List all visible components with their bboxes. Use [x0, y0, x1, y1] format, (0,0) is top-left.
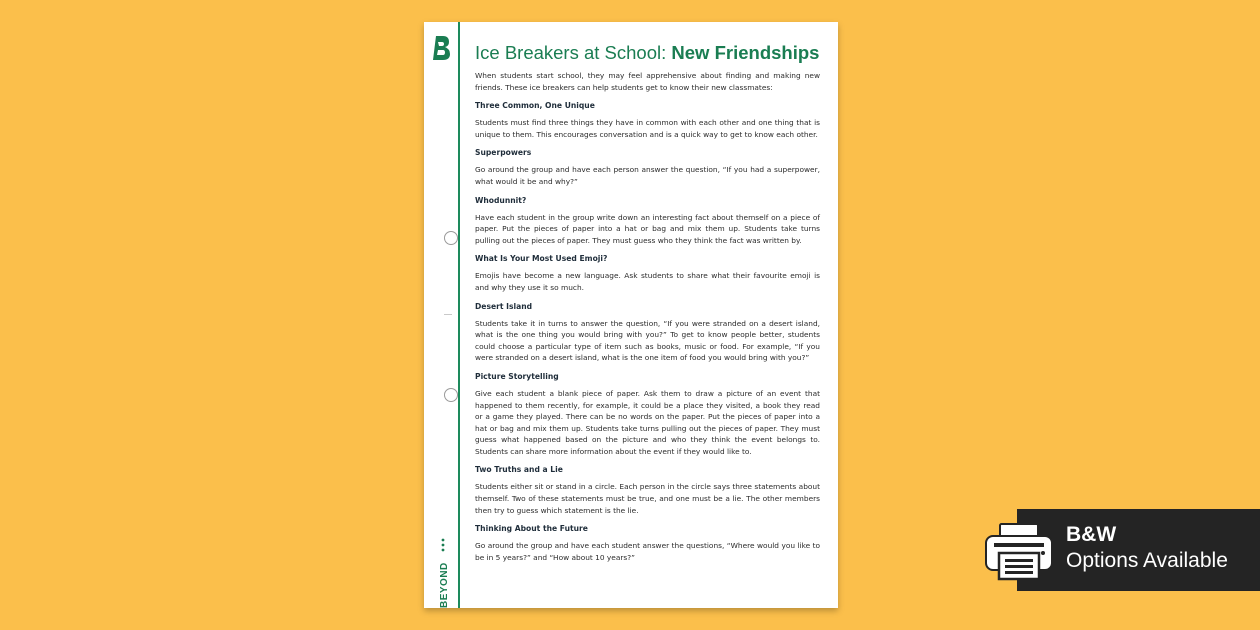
- section-heading: Thinking About the Future: [475, 524, 588, 534]
- brand-text: BEYOND: [439, 562, 450, 608]
- section-text: Go around the group and have each person answer the question, “If you had a superpower, what would it be and why?”: [475, 165, 820, 186]
- beyond-logo-icon: [430, 34, 452, 62]
- section-text: Have each student in the group write down an interesting fact about themself on a piece of paper. Put the pieces of paper into a hat or bag and mix them up. Students take turns pulling out the pieces of paper. They must guess who they think the fact was written by.: [475, 212, 820, 245]
- worksheet-page: [424, 22, 838, 608]
- section-text: Emojis have become a new language. Ask students to share what their favourite emoji is and why they use it so much.: [475, 271, 820, 292]
- intro-paragraph: When students start school, they may feel apprehensive about finding and making new friends. These ice breakers can help students get to know their new classmates:: [475, 71, 820, 92]
- section-text: Give each student a blank piece of paper. Ask them to draw a picture of an event that happened to them recently, for example, it could be a place they visited, a book they read or a game they played. There can be no words on the paper. Put the pieces of paper into a hat or bag and mix them up. Students take turns pulling out the pieces of paper. They must guess what happened based on the picture and who they think the event belongs to. Students can share more information about the event if they would like to.: [475, 388, 820, 456]
- section-heading: Desert Island: [475, 301, 533, 311]
- margin-line: [458, 22, 460, 608]
- badge-title: B&W: [1066, 523, 1117, 546]
- punch-hole: [444, 231, 458, 245]
- section-text: Students must find three things they have in common with each other and one thing that is unique to them. This encourages conversation and is a quick way to get to know each other.: [475, 118, 820, 139]
- section-heading: Whodunnit?: [475, 195, 527, 205]
- title-bold: New Friendships: [671, 42, 820, 63]
- section-heading: Picture Storytelling: [475, 371, 559, 381]
- section-text: Go around the group and have each student answer the questions, “Where would you like to be in 5 years?” and “How about 10 years?”: [475, 541, 820, 562]
- title-light: Ice Breakers at School:: [475, 42, 667, 63]
- section-heading: Three Common, One Unique: [475, 101, 595, 111]
- section-text: Students either sit or stand in a circle. Each person in the circle says three statements about themself. Two of these statements must be true, and one must be a lie. The other members then try to guess which statement is the lie.: [475, 482, 820, 515]
- punch-hole: [444, 388, 458, 402]
- section-heading: Superpowers: [475, 148, 532, 158]
- page-title: [475, 42, 820, 64]
- section-heading: Two Truths and a Lie: [475, 465, 563, 475]
- printer-icon: [983, 521, 1055, 581]
- badge-subtitle: Options Available: [1066, 549, 1228, 572]
- section-text: Students take it in turns to answer the question, “If you were stranded on a desert island, what is the one thing you would bring with you?” To get to know people better, students could choose a particular type of item such as books, music or food. For example, “If you were stranded on a desert island, what is the one item of food you would bring with you?”: [475, 318, 820, 363]
- fold-mark: [444, 314, 452, 315]
- section-heading: What Is Your Most Used Emoji?: [475, 254, 608, 264]
- worksheet-content: [475, 42, 820, 563]
- brand-logo: [428, 532, 454, 608]
